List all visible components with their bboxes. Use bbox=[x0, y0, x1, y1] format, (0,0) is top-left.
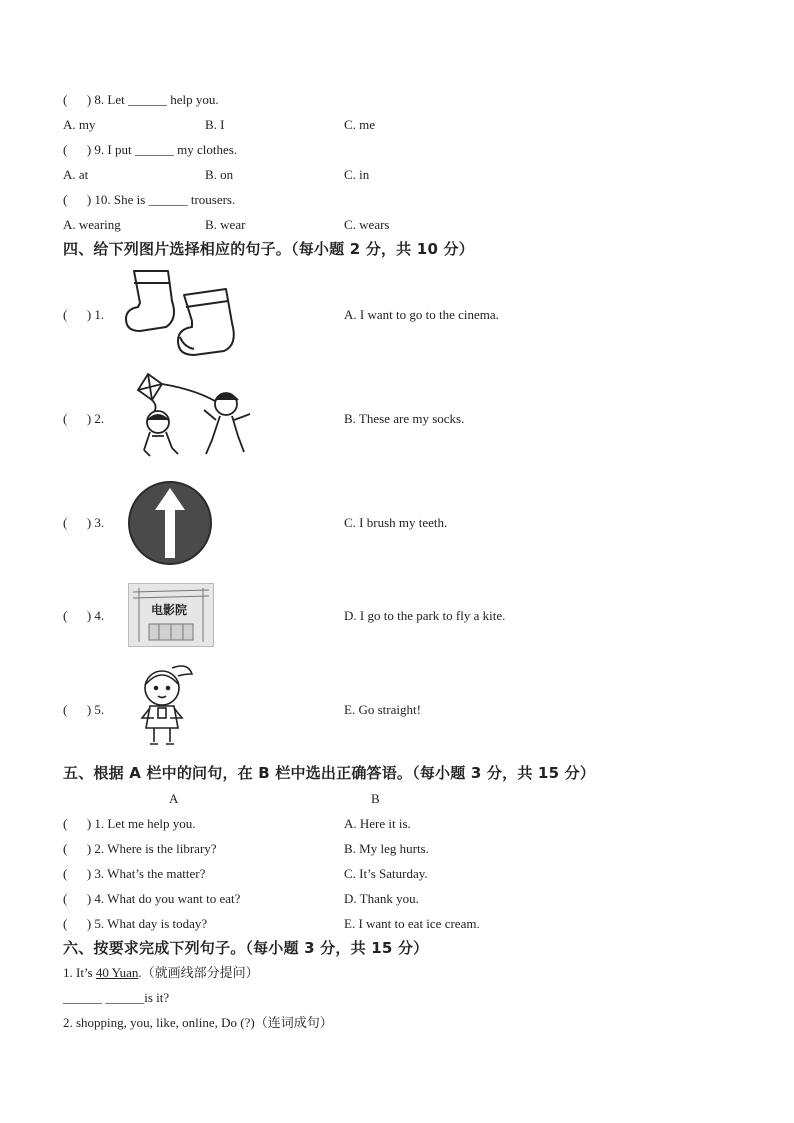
match-answer-d: D. Thank you. bbox=[344, 891, 419, 906]
option-b: B. These are my socks. bbox=[344, 411, 465, 426]
option-e: E. Go straight! bbox=[344, 702, 421, 717]
q10-option-a: A. wearing bbox=[63, 217, 121, 232]
rewrite-q1-prefix: 1. It’s bbox=[63, 965, 96, 980]
cinema-sign-text: 电影院 bbox=[151, 603, 188, 617]
match-question-2: ( ) 2. Where is the library? bbox=[63, 841, 217, 856]
picture-item-5-label: ( ) 5. bbox=[63, 702, 105, 717]
rewrite-q1-suffix: .（就画线部分提问） bbox=[138, 965, 259, 980]
section-6-heading: 六、按要求完成下列句子。（每小题 3 分，共 15 分） bbox=[63, 939, 429, 957]
q10-option-c: C. wears bbox=[344, 217, 390, 232]
socks-picture bbox=[122, 267, 248, 359]
rewrite-question-2: 2. shopping, you, like, online, Do (?)（连词成句） bbox=[63, 1015, 333, 1030]
column-b-header: B bbox=[371, 791, 380, 806]
option-d: D. I go to the park to fly a kite. bbox=[344, 608, 506, 623]
match-answer-b: B. My leg hurts. bbox=[344, 841, 429, 856]
picture-item-4-label: ( ) 4. bbox=[63, 608, 105, 623]
rewrite-question-1 bbox=[63, 965, 259, 981]
q9-option-a: A. at bbox=[63, 167, 89, 182]
match-question-4: ( ) 4. What do you want to eat? bbox=[63, 891, 241, 906]
rewrite-q1-answer-line: ______ ______is it? bbox=[63, 990, 170, 1005]
question-8: ( ) 8. Let ______ help you. bbox=[63, 92, 219, 107]
q9-option-b: B. on bbox=[205, 167, 234, 182]
girl-brushing-teeth-picture bbox=[132, 662, 196, 748]
match-question-3: ( ) 3. What’s the matter? bbox=[63, 866, 206, 881]
q8-option-a: A. my bbox=[63, 117, 96, 132]
question-9: ( ) 9. I put ______ my clothes. bbox=[63, 142, 238, 157]
picture-item-1-label: ( ) 1. bbox=[63, 307, 105, 322]
picture-item-2-label: ( ) 2. bbox=[63, 411, 105, 426]
kite-kids-picture bbox=[128, 370, 260, 460]
option-c: C. I brush my teeth. bbox=[344, 515, 448, 530]
straight-arrow-sign bbox=[127, 480, 213, 566]
match-answer-c: C. It’s Saturday. bbox=[344, 866, 428, 881]
option-a: A. I want to go to the cinema. bbox=[344, 307, 499, 322]
section-4-heading: 四、给下列图片选择相应的句子。（每小题 2 分，共 10 分） bbox=[63, 240, 474, 258]
match-answer-e: E. I want to eat ice cream. bbox=[344, 916, 480, 931]
match-answer-a: A. Here it is. bbox=[344, 816, 411, 831]
picture-item-3-label: ( ) 3. bbox=[63, 515, 105, 530]
q10-option-b: B. wear bbox=[205, 217, 246, 232]
q9-option-c: C. in bbox=[344, 167, 370, 182]
column-a-header: A bbox=[169, 791, 179, 806]
match-question-1: ( ) 1. Let me help you. bbox=[63, 816, 196, 831]
match-question-5: ( ) 5. What day is today? bbox=[63, 916, 208, 931]
q8-option-b: B. I bbox=[205, 117, 225, 132]
question-10: ( ) 10. She is ______ trousers. bbox=[63, 192, 236, 207]
cinema-picture bbox=[128, 583, 214, 647]
rewrite-q1-underlined: 40 Yuan bbox=[95, 965, 139, 980]
section-5-heading: 五、根据 A 栏中的问句，在 B 栏中选出正确答语。（每小题 3 分，共 15 分） bbox=[63, 764, 596, 782]
q8-option-c: C. me bbox=[344, 117, 376, 132]
